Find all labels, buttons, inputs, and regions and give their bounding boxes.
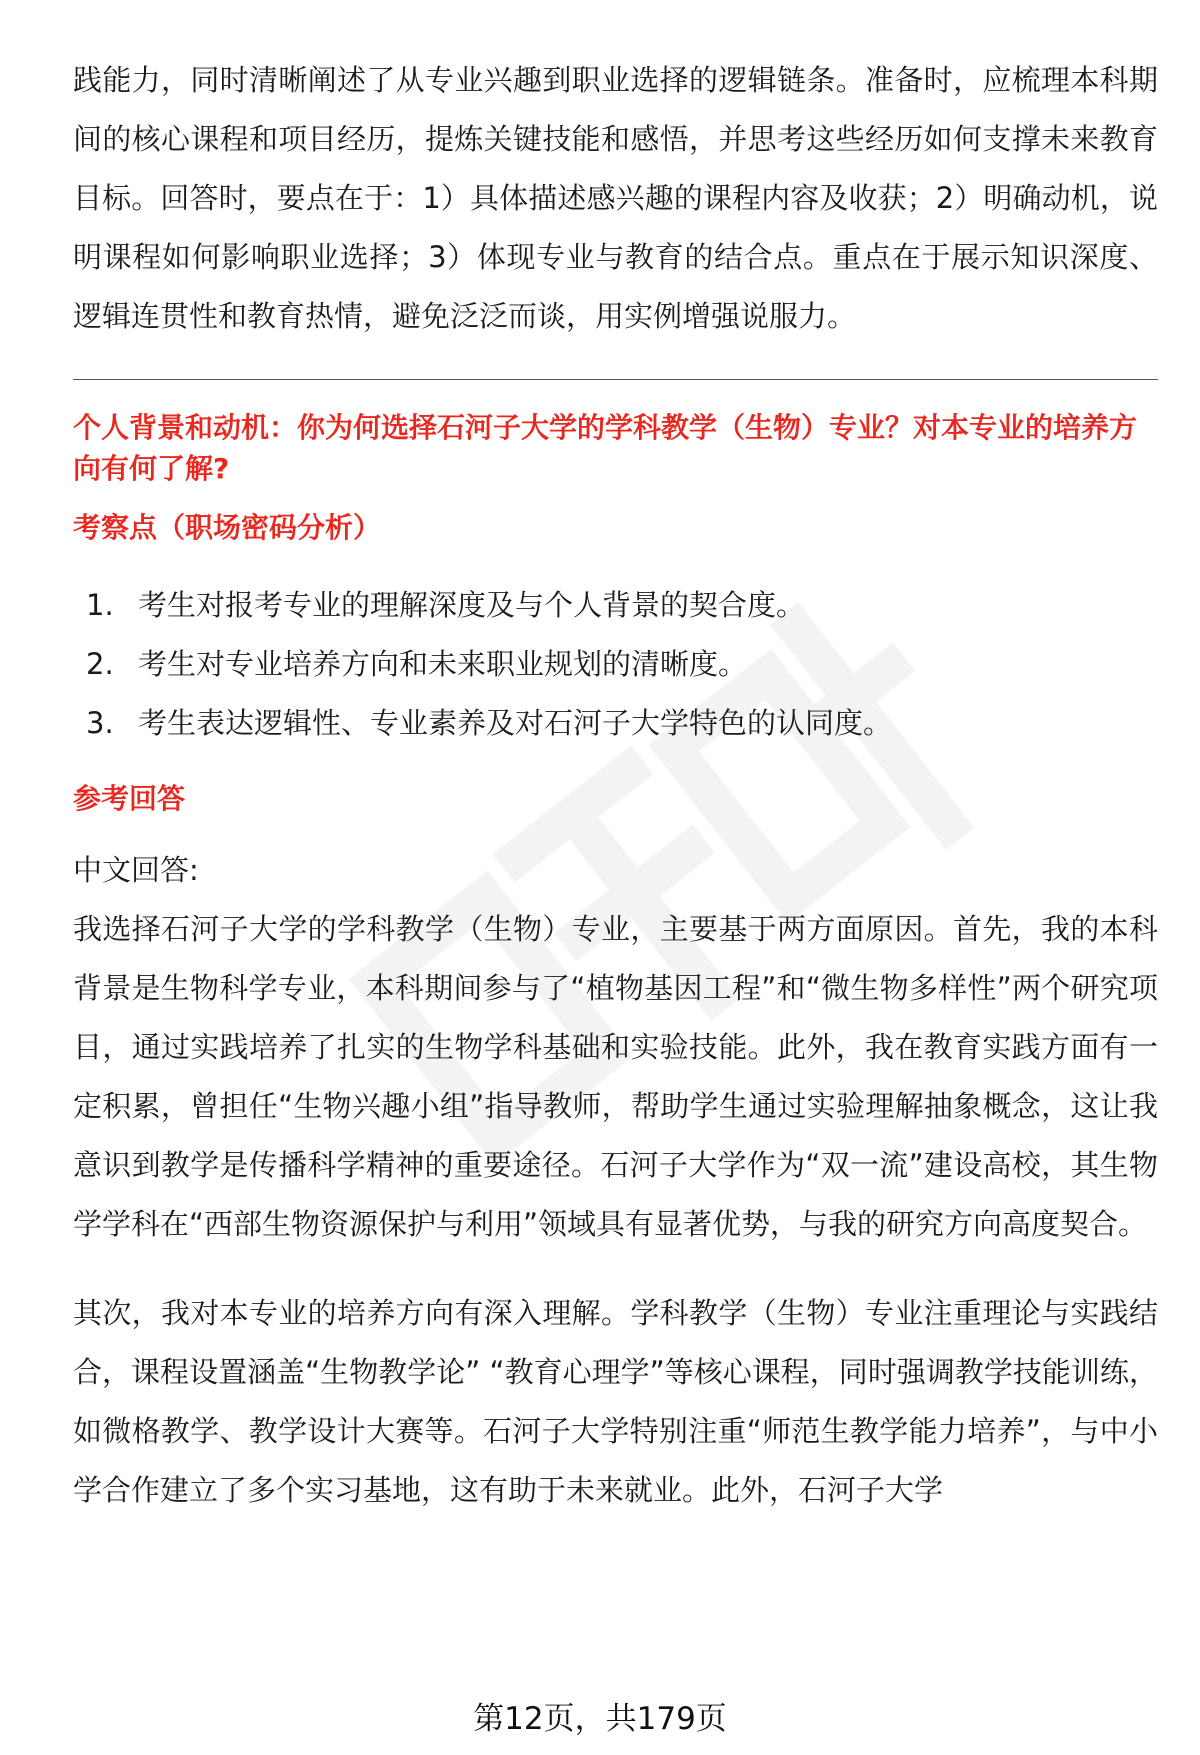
question-heading: 个人背景和动机：你为何选择石河子大学的学科教学（生物）专业？对本专业的培养方向有何了解?	[73, 411, 1138, 485]
answer-paragraph-2: 其次，我对本专业的培养方向有深入理解。学科教学（生物）专业注重理论与实践结合，课程设置涵盖“生物教学论” “教育心理学”等核心课程，同时强调教学技能训练，如微格教学、教学设计大赛等。石河子大学特别注重“师范生教学能力培养”，与中小学合作建立了多个实习基地，这有助于未来就业。此外，石河子大学	[73, 1296, 1158, 1507]
page-number-footer: 第12页，共179页	[473, 1701, 727, 1737]
list-item-number: 2.	[86, 647, 114, 681]
list-item-number: 1.	[86, 588, 114, 622]
exam-points-list	[73, 576, 1158, 753]
list-item-number: 3.	[86, 706, 114, 740]
document-page	[73, 0, 1158, 1520]
list-item-text: 考生表达逻辑性、专业素养及对石河子大学特色的认同度。	[138, 706, 893, 740]
exam-points-title: 考察点（职场密码分析）	[73, 511, 382, 544]
list-item-text: 考生对报考专业的理解深度及与个人背景的契合度。	[138, 588, 806, 622]
list-item-text: 考生对专业培养方向和未来职业规划的清晰度。	[138, 647, 748, 681]
intro-paragraph: 践能力，同时清晰阐述了从专业兴趣到职业选择的逻辑链条。准备时，应梳理本科期间的核心课程和项目经历，提炼关键技能和感悟，并思考这些经历如何支撑未来教育目标。回答时，要点在于：1）具体描述感兴趣的课程内容及收获；2）明确动机，说明课程如何影响职业选择；3）体现专业与教育的结合点。重点在于展示知识深度、逻辑连贯性和教育热情，避免泛泛而谈，用实例增强说服力。	[73, 63, 1158, 333]
list-item	[73, 694, 1158, 753]
reference-answer-title: 参考回答	[73, 782, 186, 815]
list-item	[73, 576, 1158, 635]
answer-language-label: 中文回答:	[73, 853, 199, 887]
section-divider	[73, 379, 1158, 380]
list-item	[73, 635, 1158, 694]
answer-paragraph-1: 我选择石河子大学的学科教学（生物）专业，主要基于两方面原因。首先，我的本科背景是生物科学专业，本科期间参与了“植物基因工程”和“微生物多样性”两个研究项目，通过实践培养了扎实的生物学科基础和实验技能。此外，我在教育实践方面有一定积累，曾担任“生物兴趣小组”指导教师，帮助学生通过实验理解抽象概念，这让我意识到教学是传播科学精神的重要途径。石河子大学作为“双一流”建设高校，其生物学学科在“西部生物资源保护与利用”领域具有显著优势，与我的研究方向高度契合。	[73, 912, 1158, 1241]
